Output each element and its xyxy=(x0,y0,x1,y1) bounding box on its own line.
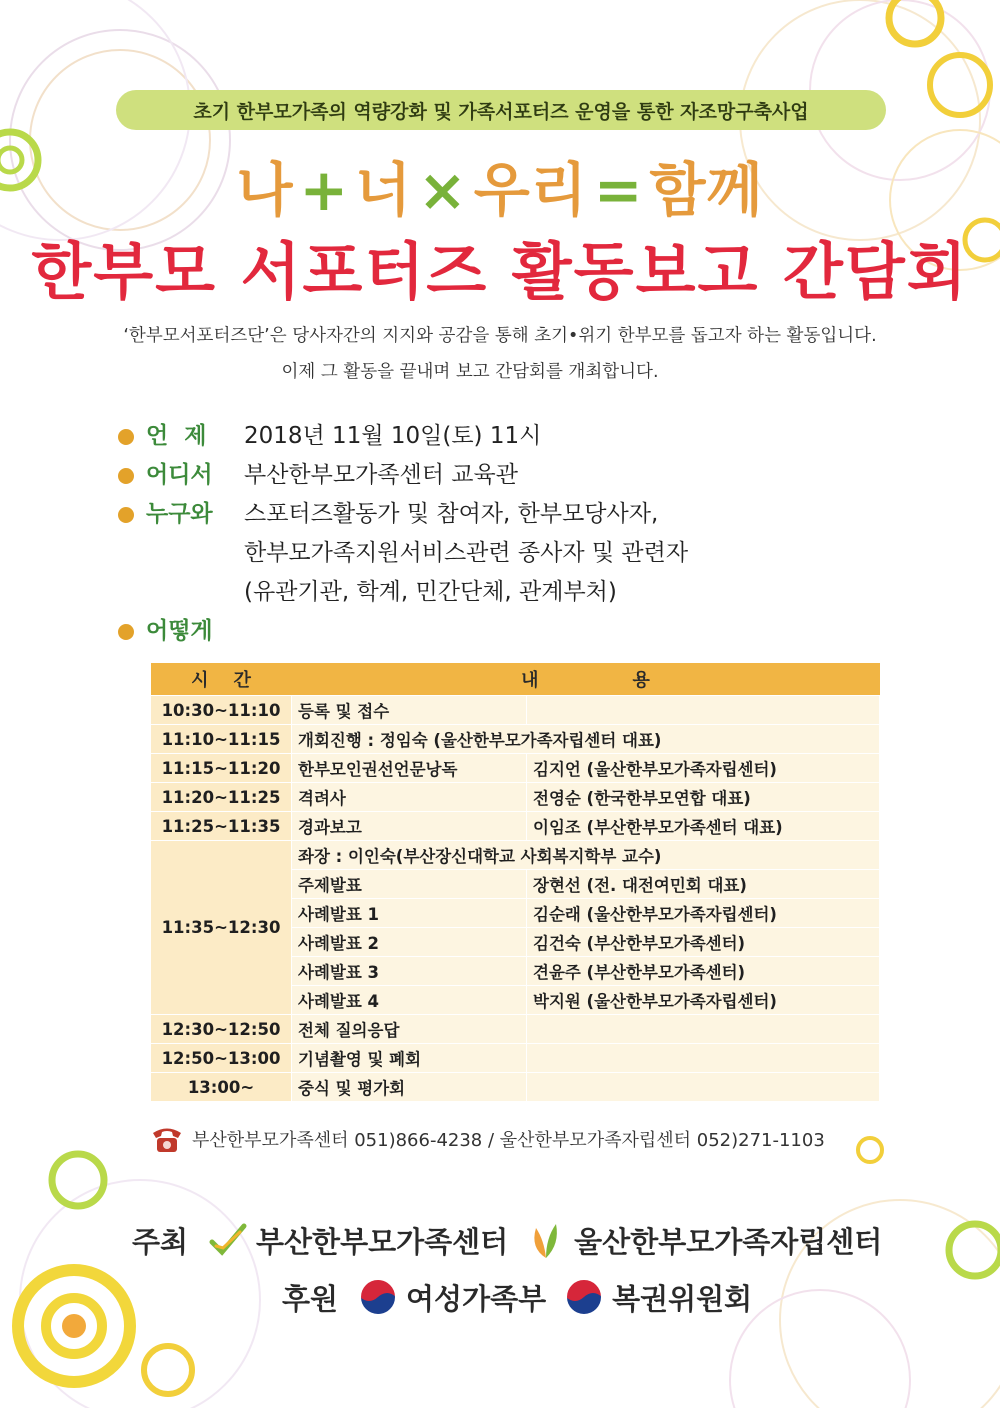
table-row xyxy=(151,1044,880,1073)
info-who xyxy=(118,499,688,612)
table-row xyxy=(151,841,880,870)
schedule-table xyxy=(150,663,880,1102)
support-row xyxy=(282,1275,768,1319)
bullet-icon xyxy=(118,468,134,484)
table-row xyxy=(151,754,880,783)
table-row xyxy=(151,1015,880,1044)
info-who-line-3: (유관기관, 학계, 민간단체, 관계부처) xyxy=(244,579,617,605)
info-where-value: 부산한부모가족센터 교육관 xyxy=(244,462,518,488)
page-title: 한부모 서포터즈 활동보고 간담회 xyxy=(31,235,969,308)
row-time-block: 11:35~12:30 xyxy=(151,841,292,1015)
row-person: 장현선 (전. 대전여민회 대표) xyxy=(527,870,880,899)
contact-line xyxy=(150,1124,825,1154)
ulsan-center-logo-icon xyxy=(524,1218,568,1262)
host-row xyxy=(132,1218,898,1262)
row-time: 12:50~13:00 xyxy=(151,1044,292,1073)
project-banner: 초기 한부모가족의 역량강화 및 가족서포터즈 운영을 통한 자조망구축사업 xyxy=(116,90,886,130)
support-label: 후원 xyxy=(282,1281,339,1316)
formula-word-us: 우리 xyxy=(473,156,588,224)
formula-word-you: 너 xyxy=(355,156,413,224)
info-who-label: 누구와 xyxy=(146,501,213,527)
row-time: 10:30~11:10 xyxy=(151,696,292,725)
row-item: 한부모인권선언문낭독 xyxy=(292,754,527,783)
row-item: 격려사 xyxy=(292,783,527,812)
host-org-1 xyxy=(206,1218,508,1262)
schedule-header-row xyxy=(151,663,880,696)
host-org-2 xyxy=(524,1218,882,1262)
intro-line-2: 이제 그 활동을 끝내며 보고 간담회를 개최합니다. xyxy=(281,362,659,382)
row-person xyxy=(527,696,880,725)
table-row xyxy=(151,725,880,754)
info-how-label: 어떻게 xyxy=(146,618,213,644)
telephone-icon xyxy=(150,1124,184,1154)
row-person xyxy=(527,1015,880,1044)
formula-equals: = xyxy=(593,156,644,224)
row-item: 사례발표 2 xyxy=(292,928,527,957)
row-time: 11:15~11:20 xyxy=(151,754,292,783)
table-row xyxy=(151,812,880,841)
info-who-line-1: 스포터즈활동가 및 참여자, 한부모당사자, xyxy=(244,501,659,527)
row-item: 개회진행 : 정임숙 (울산한부모가족자립센터 대표) xyxy=(292,725,880,754)
intro-line-1: ‘한부모서포터즈단’은 당사자간의 지지와 공감을 통해 초기•위기 한부모를 돕고자 하는 활동입니다. xyxy=(123,326,877,346)
info-who-line-2: 한부모가족지원서비스관련 종사자 및 관련자 xyxy=(244,540,689,566)
row-time: 11:25~11:35 xyxy=(151,812,292,841)
bullet-icon xyxy=(118,624,134,640)
bullet-icon xyxy=(118,507,134,523)
formula-word-me: 나 xyxy=(236,156,294,224)
row-item: 전체 질의응답 xyxy=(292,1015,527,1044)
info-how xyxy=(118,616,244,646)
government-emblem-icon xyxy=(562,1275,606,1319)
row-item: 경과보고 xyxy=(292,812,527,841)
row-time: 11:10~11:15 xyxy=(151,725,292,754)
formula-times: × xyxy=(418,156,468,224)
row-person: 박지원 (울산한부모가족자립센터) xyxy=(527,986,880,1015)
info-where xyxy=(118,460,518,490)
info-when-label: 언 제 xyxy=(146,423,207,449)
row-item: 중식 및 평가회 xyxy=(292,1073,527,1102)
row-person: 김순래 (울산한부모가족자립센터) xyxy=(527,899,880,928)
row-item: 주제발표 xyxy=(292,870,527,899)
row-item: 등록 및 접수 xyxy=(292,696,527,725)
row-item: 사례발표 1 xyxy=(292,899,527,928)
row-person: 견윤주 (부산한부모가족센터) xyxy=(527,957,880,986)
table-row xyxy=(151,1073,880,1102)
host-org-1-name: 부산한부모가족센터 xyxy=(256,1224,509,1259)
busan-center-logo-icon xyxy=(206,1218,250,1262)
formula-word-together: 함께 xyxy=(649,156,764,224)
row-item: 기념촬영 및 폐회 xyxy=(292,1044,527,1073)
row-item: 사례발표 4 xyxy=(292,986,527,1015)
info-when xyxy=(118,421,541,451)
formula-heading xyxy=(0,155,1000,225)
info-when-value: 2018년 11월 10일(토) 11시 xyxy=(244,423,542,449)
row-person: 김건숙 (부산한부모가족센터) xyxy=(527,928,880,957)
row-time: 13:00~ xyxy=(151,1073,292,1102)
schedule-header-content: 내 용 xyxy=(292,663,880,696)
info-who-value xyxy=(244,495,688,612)
row-item: 사례발표 3 xyxy=(292,957,527,986)
schedule-header-time: 시 간 xyxy=(151,663,292,696)
support-org-2 xyxy=(562,1275,752,1319)
row-time: 11:20~11:25 xyxy=(151,783,292,812)
contact-text: 부산한부모가족센터 051)866-4238 / 울산한부모가족자립센터 052)271-1103 xyxy=(192,1130,825,1151)
row-person xyxy=(527,1073,880,1102)
host-org-2-name: 울산한부모가족자립센터 xyxy=(574,1224,883,1259)
row-person: 전영순 (한국한부모연합 대표) xyxy=(527,783,880,812)
row-person: 김지언 (울산한부모가족자립센터) xyxy=(527,754,880,783)
support-org-1-name: 여성가족부 xyxy=(406,1281,547,1316)
table-row xyxy=(151,696,880,725)
bullet-icon xyxy=(118,429,134,445)
table-row xyxy=(151,783,880,812)
row-time: 12:30~12:50 xyxy=(151,1015,292,1044)
support-org-1 xyxy=(356,1275,546,1319)
government-emblem-icon xyxy=(356,1275,400,1319)
host-label: 주최 xyxy=(132,1224,189,1259)
row-item: 좌장 : 이인숙(부산장신대학교 사회복지학부 교수) xyxy=(292,841,880,870)
schedule-table-wrap xyxy=(150,663,880,1102)
row-person: 이임조 (부산한부모가족센터 대표) xyxy=(527,812,880,841)
row-person xyxy=(527,1044,880,1073)
formula-plus: + xyxy=(299,156,350,224)
support-org-2-name: 복권위원회 xyxy=(612,1281,753,1316)
info-where-label: 어디서 xyxy=(146,462,213,488)
